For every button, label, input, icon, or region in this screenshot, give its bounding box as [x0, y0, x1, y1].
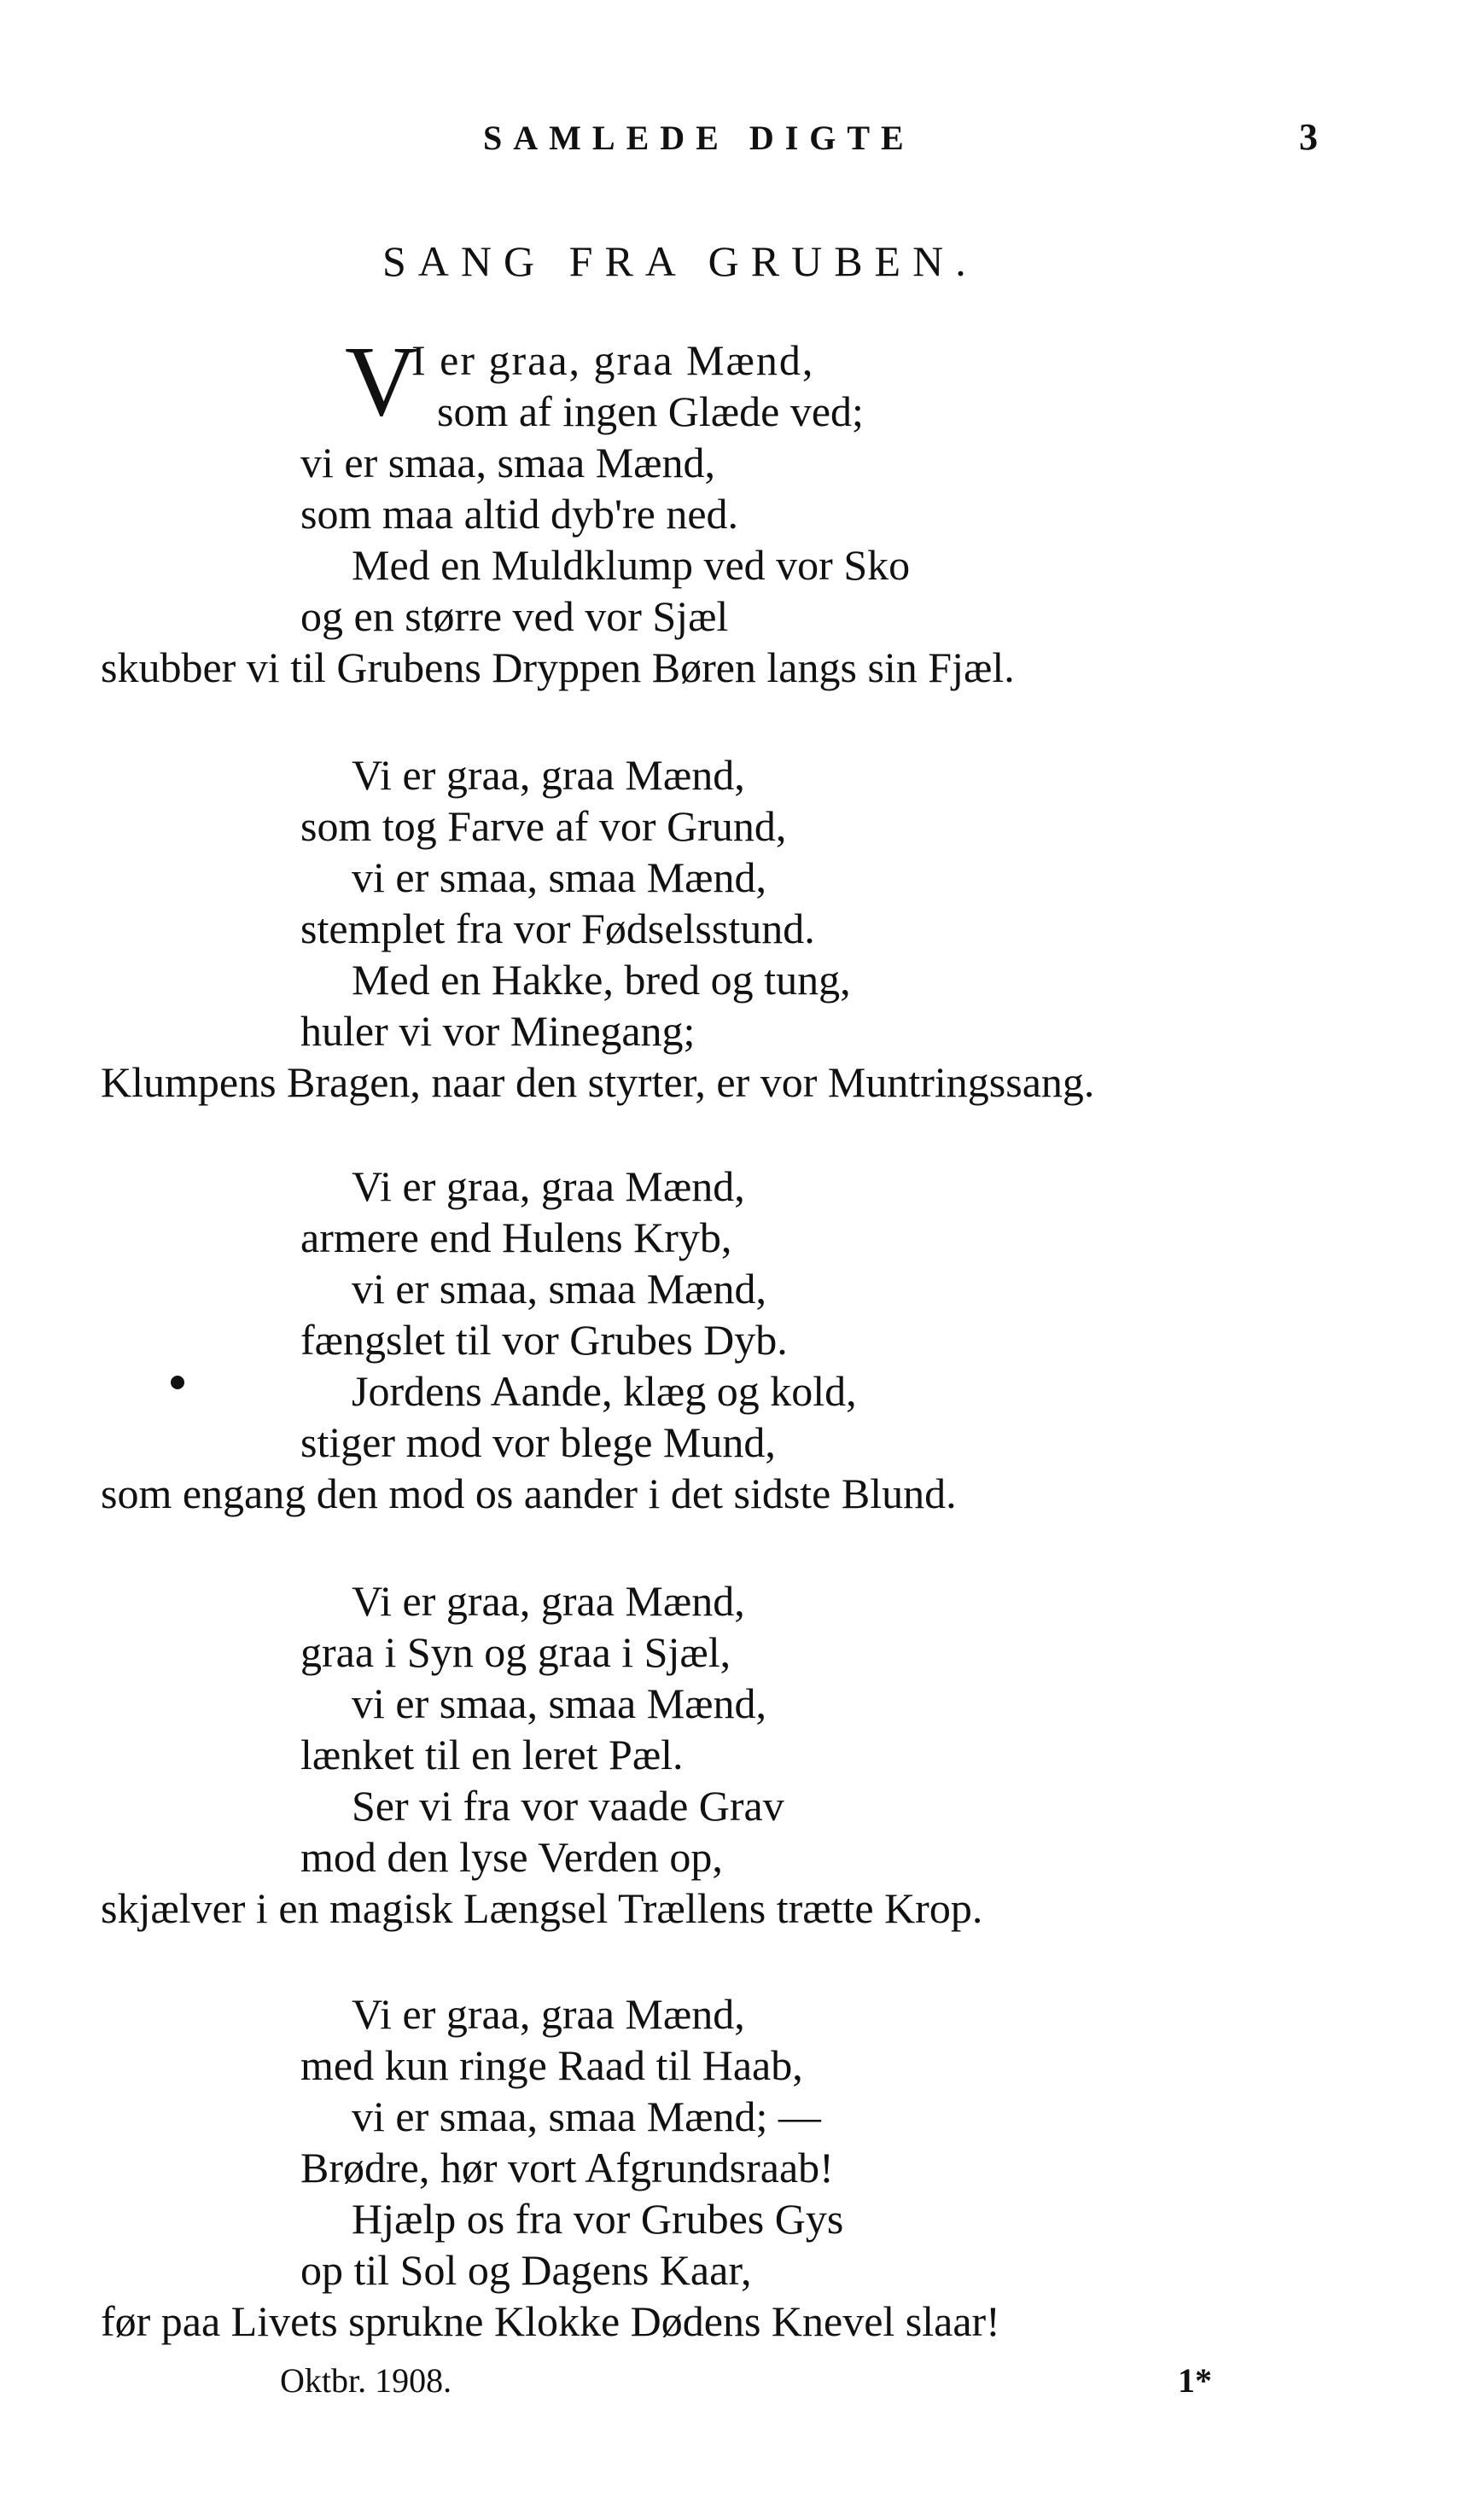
signature-mark: 1* [1178, 2361, 1212, 2400]
stray-bullet-mark [171, 1376, 184, 1389]
stanza-1-line-2: som af ingen Glæde ved; [437, 387, 864, 435]
drop-cap: V [345, 325, 418, 437]
stanza-3-line-3: vi er smaa, smaa Mænd, [352, 1265, 767, 1312]
stanza-3-line-6: stiger mod vor blege Mund, [300, 1418, 776, 1466]
stanza-4-line-2: graa i Syn og graa i Sjæl, [300, 1628, 731, 1676]
stanza-2-line-3: vi er smaa, smaa Mænd, [352, 853, 767, 901]
stanza-2-line-5: Med en Hakke, bred og tung, [352, 956, 851, 1004]
stanza-4-line-1: Vi er graa, graa Mænd, [352, 1577, 745, 1625]
stanza-5-line-5: Hjælp os fra vor Grubes Gys [352, 2195, 844, 2243]
stanza-2-line-6: huler vi vor Minegang; [300, 1007, 696, 1055]
stanza-4-line-4: lænket til en leret Pæl. [300, 1731, 684, 1778]
stanza-5-line-4: Brødre, hør vort Afgrundsraab! [300, 2144, 834, 2191]
stanza-3-line-2: armere end Hulens Kryb, [300, 1213, 732, 1261]
page-number: 3 [1299, 116, 1318, 158]
stanza-3-line-7: som engang den mod os aander i det sidste Blund. [101, 1470, 957, 1517]
poem-title: SANG FRA GRUBEN. [382, 237, 978, 285]
stanza-3-line-4: fængslet til vor Grubes Dyb. [300, 1316, 788, 1364]
stanza-5-line-7: før paa Livets sprukne Klokke Dødens Knevel slaar! [101, 2297, 1000, 2345]
stanza-5-line-6: op til Sol og Dagens Kaar, [300, 2246, 752, 2294]
first-line-text: I er graa, graa Mænd, [411, 336, 815, 384]
stanza-1-line-4: som maa altid dyb're ned. [300, 490, 739, 538]
stanza-2-line-4: stemplet fra vor Fødselsstund. [300, 905, 815, 952]
stanza-4-line-7: skjælver i en magisk Længsel Trællens trætte Krop. [101, 1884, 983, 1932]
stanza-1-line-3: vi er smaa, smaa Mænd, [300, 439, 716, 486]
stanza-1-line-6: og en større ved vor Sjæl [300, 592, 729, 640]
stanza-4-line-3: vi er smaa, smaa Mænd, [352, 1679, 767, 1727]
stanza-3-line-5: Jordens Aande, klæg og kold, [352, 1367, 857, 1415]
stanza-1-line-5: Med en Muldklump ved vor Sko [352, 541, 911, 589]
stanza-5-line-1: Vi er graa, graa Mænd, [352, 1990, 745, 2038]
stanza-2-line-2: som tog Farve af vor Grund, [300, 802, 787, 850]
poem-date: Oktbr. 1908. [280, 2361, 452, 2400]
stanza-5-line-2: med kun ringe Raad til Haab, [300, 2041, 803, 2089]
stanza-5-line-3: vi er smaa, smaa Mænd; — [352, 2092, 821, 2140]
stanza-2-line-7: Klumpens Bragen, naar den styrter, er vor Muntringssang. [101, 1058, 1095, 1106]
stanza-3-line-1: Vi er graa, graa Mænd, [352, 1162, 745, 1210]
running-head: SAMLEDE DIGTE [483, 119, 915, 157]
stanza-4-line-6: mod den lyse Verden op, [300, 1833, 723, 1881]
stanza-2-line-1: Vi er graa, graa Mænd, [352, 751, 745, 799]
stanza-1-line-7: skubber vi til Grubens Dryppen Børen langs sin Fjæl. [101, 643, 1015, 691]
stanza-4-line-5: Ser vi fra vor vaade Grav [352, 1782, 784, 1830]
poem-first-line [411, 335, 814, 386]
